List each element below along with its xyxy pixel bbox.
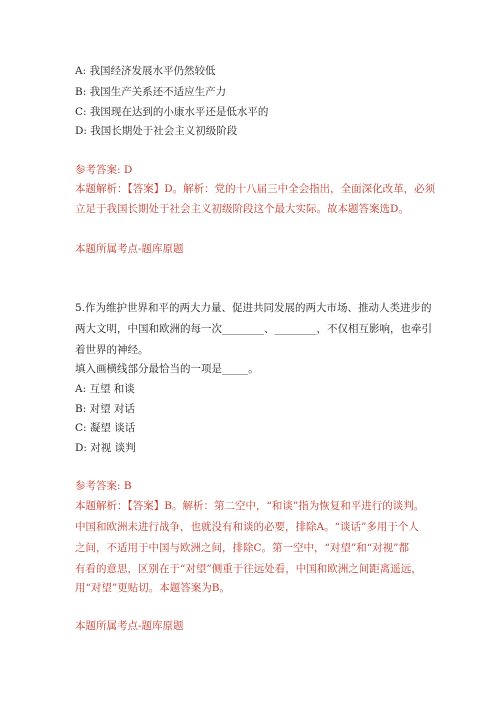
q4-option-b: B: 我国生产关系还不适应生产力 (75, 86, 227, 98)
q4-option-a: A: 我国经济发展水平仍然较低 (75, 65, 216, 77)
q5-answer: 参考答案: B (75, 480, 132, 492)
q5-explanation-line-1: 本题解析：【答案】B。解析：第二空中，“和谈”指为恢复和平进行的谈判。 (75, 500, 425, 512)
q5-explanation-line-4: 有看的意思，区别在于“对望”侧重于往远处看，中国和欧洲之间距离遥远， (75, 563, 422, 575)
q5-explanation-line-3: 之间，不适用于中国与欧洲之间，排除C。第一空中，“对望”和“对视”都 (75, 542, 410, 554)
q4-option-d: D: 我国长期处于社会主义初级阶段 (75, 125, 238, 137)
q5-stem-line-2: 两大文明，中国和欧洲的每一次________、________，不仅相互影响，也牵引 (75, 323, 432, 335)
q4-explanation-line-1: 本题解析：【答案】D。解析：党的十八届三中全会指出，全面深化改革，必须 (75, 183, 436, 195)
q4-answer: 参考答案: D (75, 164, 133, 176)
q5-instruction: 填入画横线部分最恰当的一项是_____。 (75, 363, 259, 375)
q5-stem-line-3: 着世界的神经。 (75, 344, 149, 356)
q4-option-c: C: 我国现在达到的小康水平还是低水平的 (75, 106, 269, 118)
q5-explanation-line-5: 用“对望”更贴切。本题答案为B。 (75, 582, 230, 594)
q4-explanation-line-2: 立足于我国长期处于社会主义初级阶段这个最大实际。故本题答案选D。 (75, 203, 409, 215)
q5-option-b: B: 对望 对话 (75, 403, 135, 415)
q5-option-d: D: 对视 谈判 (75, 442, 136, 454)
q5-option-a: A: 互望 和谈 (75, 383, 135, 395)
q4-source-label: 本题所属考点-题库原题 (75, 243, 184, 255)
q5-source-label: 本题所属考点-题库原题 (75, 620, 184, 632)
q5-explanation-line-2: 中国和欧洲未进行战争，也就没有和谈的必要，排除A。“谈话”多用于个人 (75, 521, 419, 533)
q5-option-c: C: 凝望 谈话 (75, 422, 136, 434)
q5-stem-line-1: 5.作为维护世界和平的两大力量、促进共同发展的两大市场、推动人类进步的 (75, 302, 432, 314)
